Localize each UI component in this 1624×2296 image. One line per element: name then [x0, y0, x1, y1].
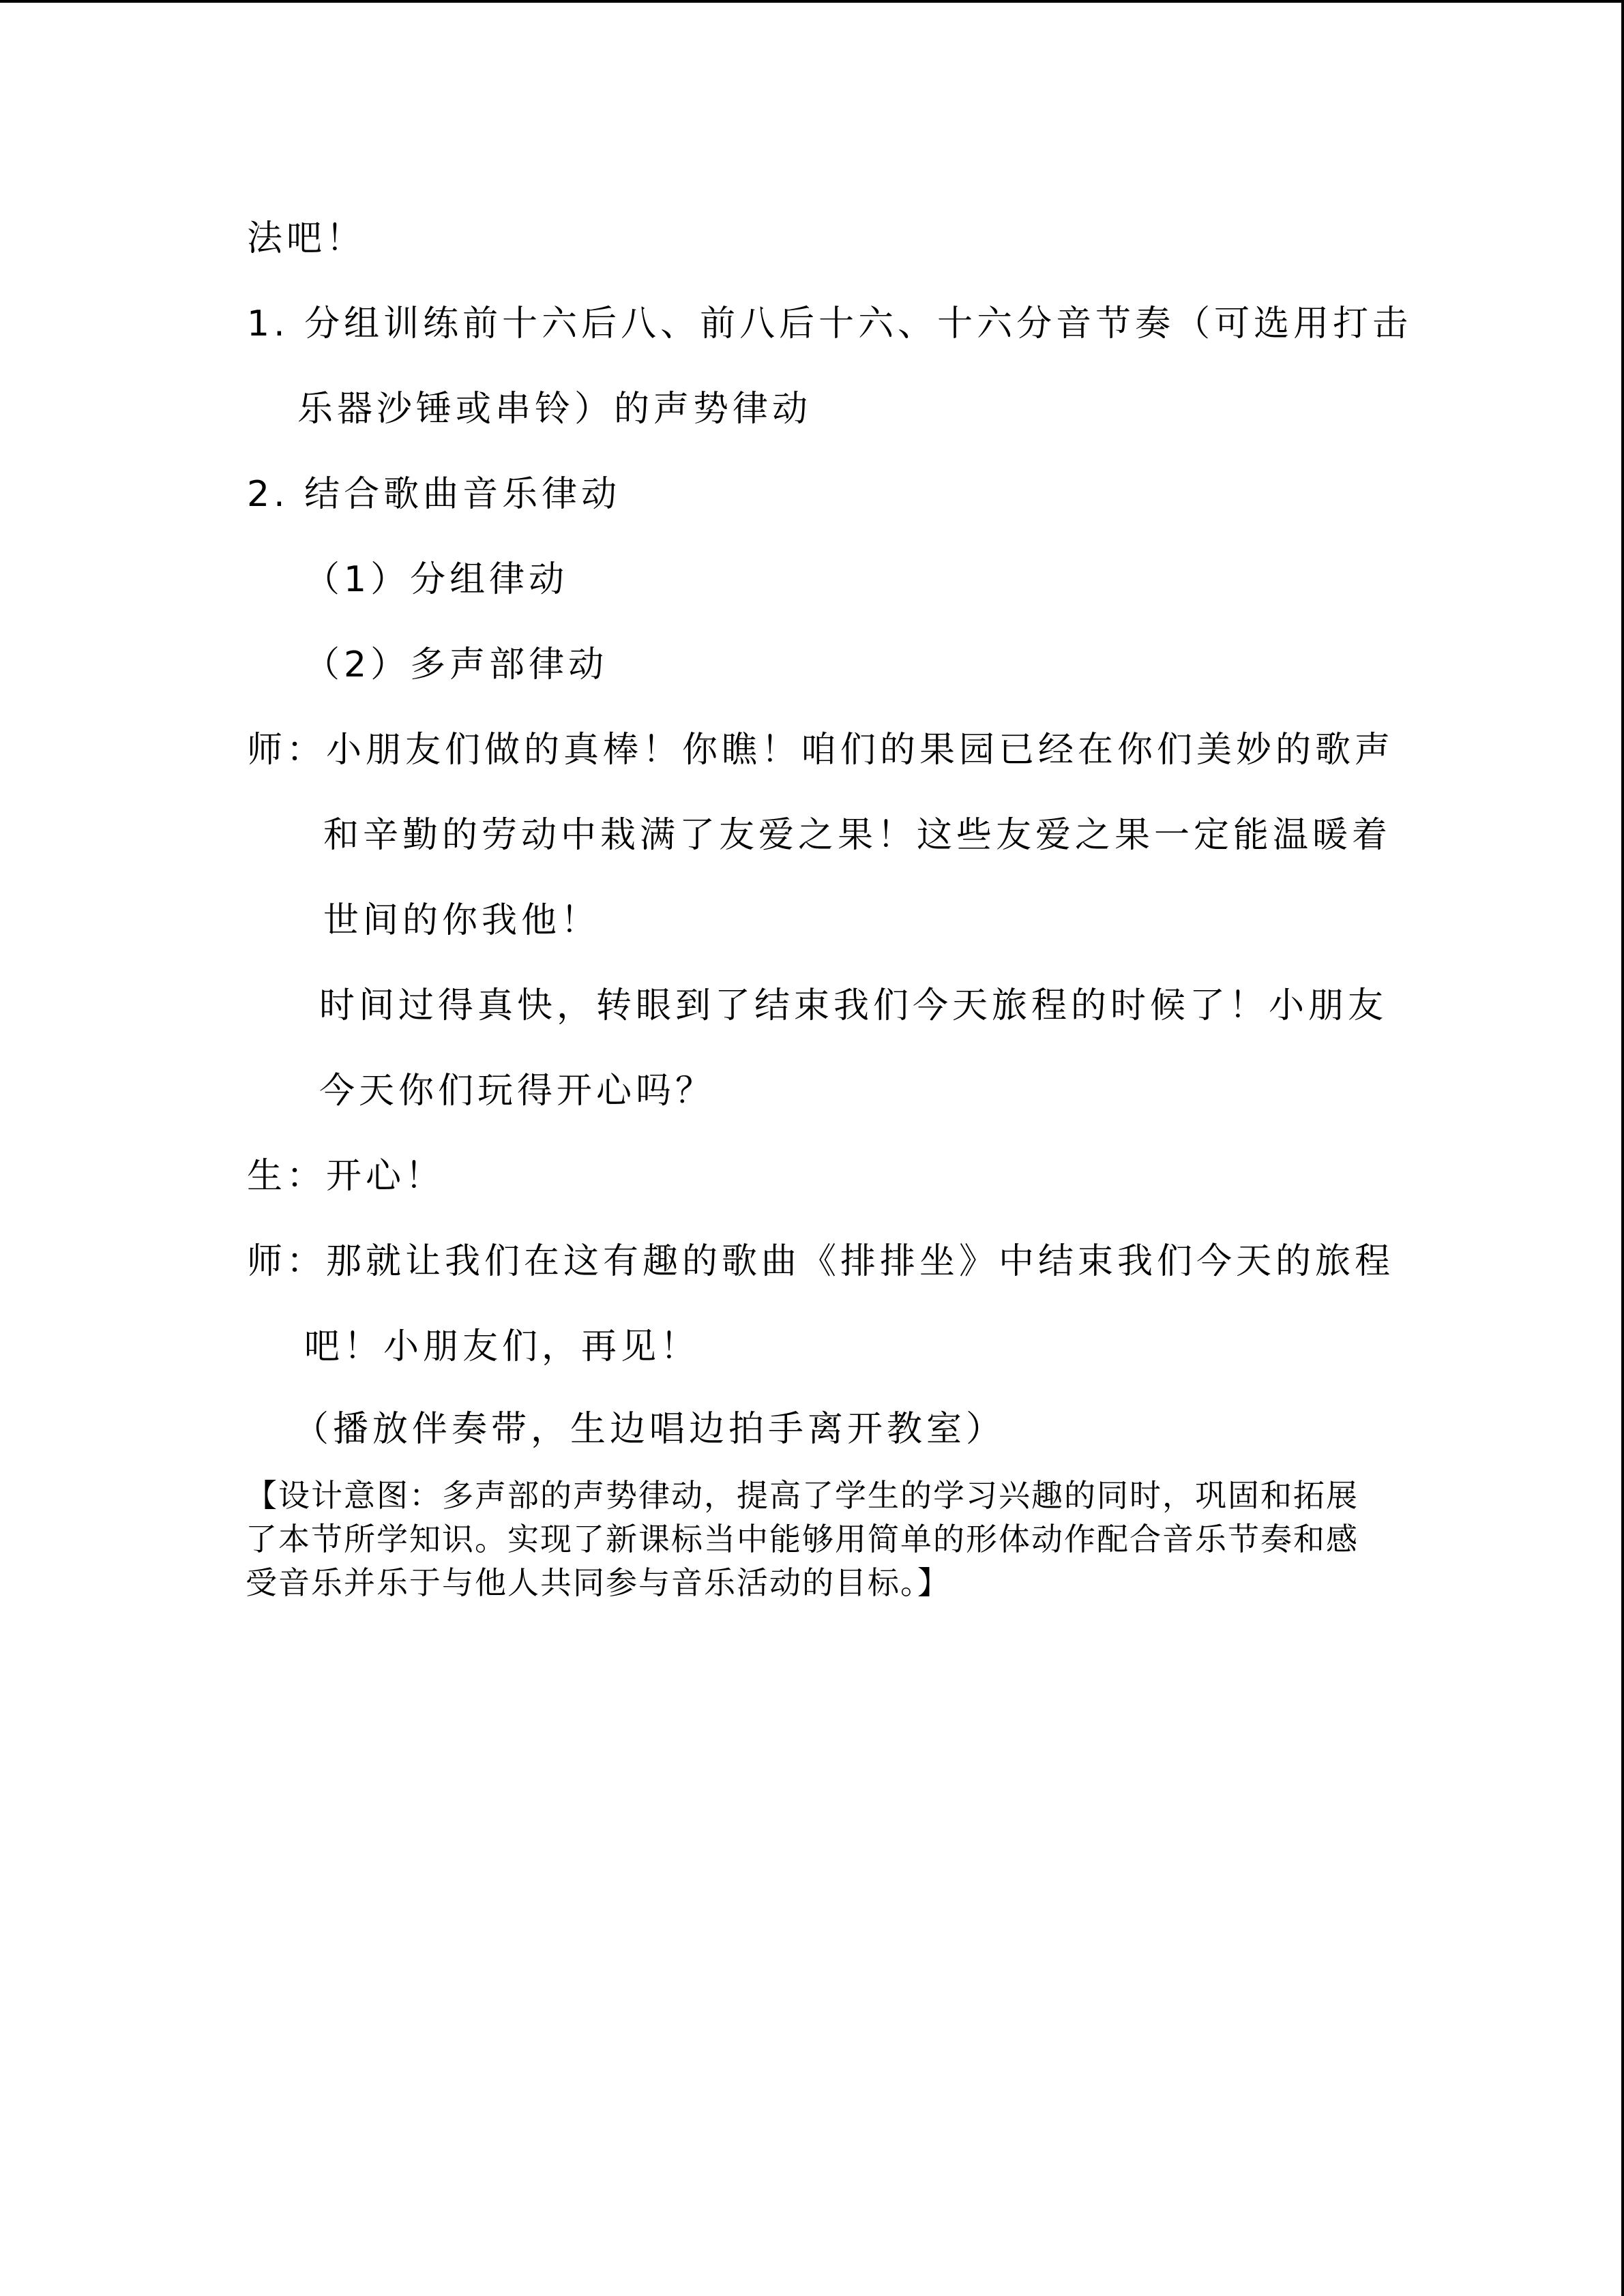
sub-item-1: （1）分组律动	[304, 559, 569, 600]
teacher-line: 师：那就让我们在这有趣的歌曲《排排坐》中结束我们今天的旅程	[247, 1241, 1395, 1282]
design-note-line: 了本节所学知识。实现了新课标当中能够用简单的形体动作配合音乐节奏和感	[246, 1521, 1359, 1557]
teacher-line-continued: 时间过得真快，转眼到了结束我们今天旅程的时候了！小朋友	[319, 985, 1388, 1026]
teacher-line: 师：小朋友们做的真棒！你瞧！咱们的果园已经在你们美妙的歌声	[247, 730, 1395, 771]
page-border-right	[1621, 0, 1624, 2296]
list-item-2: 2. 结合歌曲音乐律动	[247, 474, 621, 515]
sub-item-2: （2）多声部律动	[304, 644, 608, 685]
teacher-line-continued: 今天你们玩得开心吗？	[319, 1071, 715, 1112]
teacher-line-continued: 世间的你我他！	[323, 900, 601, 941]
student-line: 生：开心！	[247, 1156, 445, 1197]
page-border-top	[0, 0, 1624, 3]
list-item-1-continued: 乐器沙锤或串铃）的声势律动	[297, 389, 812, 430]
teacher-line-continued: 和辛勤的劳动中栽满了友爱之果！这些友爱之果一定能温暖着	[323, 815, 1392, 856]
design-note-line: 受音乐并乐于与他人共同参与音乐活动的目标。】	[246, 1564, 950, 1601]
design-note-line: 【设计意图：多声部的声势律动，提高了学生的学习兴趣的同时，巩固和拓展	[246, 1477, 1359, 1514]
text-line: 法吧！	[247, 218, 366, 259]
stage-direction: （播放伴奏带，生边唱边拍手离开教室）	[293, 1409, 1006, 1450]
teacher-line-continued: 吧！小朋友们，再见！	[304, 1326, 700, 1367]
list-item-1: 1. 分组训练前十六后八、前八后十六、十六分音节奏（可选用打击	[247, 303, 1413, 344]
